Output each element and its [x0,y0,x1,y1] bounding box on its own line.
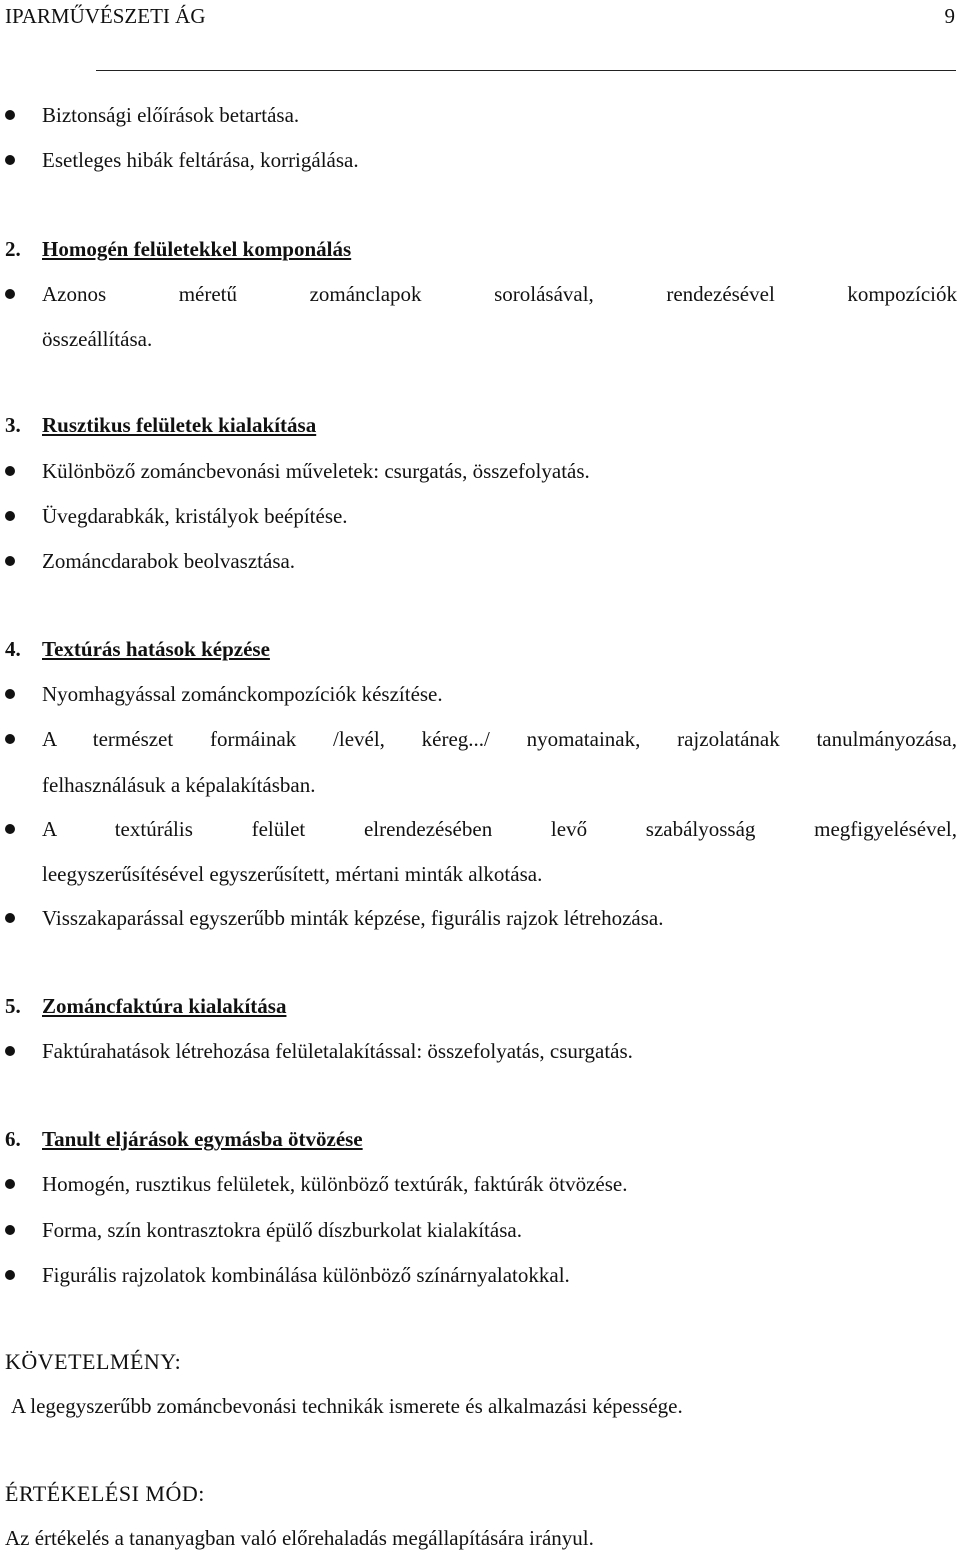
header-title: IPARMŰVÉSZETI ÁG [5,4,206,28]
bullet-icon [5,511,15,521]
list-item: Üvegdarabkák, kristályok beépítése. [42,504,348,528]
section-number: 6. [5,1127,21,1151]
bullet-icon [5,466,15,476]
bullet-icon [5,1046,15,1056]
list-item: Biztonsági előírások betartása. [42,103,300,127]
list-item: Különböző zománcbevonási műveletek: csurgatás, összefolyatás. [42,459,590,483]
evaluation-title: ÉRTÉKELÉSI MÓD: [5,1481,205,1506]
page-header [5,2,955,30]
bullet-icon [5,689,15,699]
bullet-icon [5,734,15,744]
list-item-continuation: leegyszerűsítésével egyszerűsített, mértani minták alkotása. [42,862,543,886]
bullet-icon [5,289,15,299]
requirement-title: KÖVETELMÉNY: [5,1349,182,1374]
evaluation-text: Az értékelés a tananyagban való előrehaladás megállapítására irányul. [5,1526,594,1550]
list-item: Figurális rajzolatok kombinálása különböző színárnyalatokkal. [42,1263,570,1287]
list-item: Zománcdarabok beolvasztása. [42,549,296,573]
list-item: Visszakaparással egyszerűbb minták képzése, figurális rajzok létrehozása. [42,906,664,930]
bullet-icon [5,1270,15,1280]
section-title: Tanult eljárások egymásba ötvözése [42,1127,363,1151]
list-item: Azonos méretű zománclapok sorolásával, rendezésével kompozíciók [42,282,957,306]
section-number: 5. [5,994,21,1018]
section-title: Homogén felületekkel komponálás [42,237,352,261]
list-item-continuation: összeállítása. [42,327,153,351]
bullet-icon [5,1225,15,1235]
requirement-text: A legegyszerűbb zománcbevonási technikák ismerete és alkalmazási képessége. [11,1394,683,1418]
bullet-icon [5,1179,15,1189]
list-item: Forma, szín kontrasztokra épülő díszburkolat kialakítása. [42,1218,522,1242]
list-item: A textúrális felület elrendezésében levő szabályosság megfigyelésével, [42,817,957,841]
bullet-icon [5,155,15,165]
section-number: 2. [5,237,21,261]
page-number: 9 [944,4,955,28]
section-number: 3. [5,413,21,437]
section-title: Zománcfaktúra kialakítása [42,994,287,1018]
header-rule [96,70,956,71]
section-title: Textúrás hatások képzése [42,637,270,661]
section-title: Rusztikus felületek kialakítása [42,413,317,437]
list-item: Homogén, rusztikus felületek, különböző textúrák, faktúrák ötvözése. [42,1172,628,1196]
bullet-icon [5,824,15,834]
bullet-icon [5,556,15,566]
bullet-icon [5,110,15,120]
list-item: A természet formáinak /levél, kéreg.../ nyomatainak, rajzolatának tanulmányozása, [42,727,957,751]
list-item: Faktúrahatások létrehozása felületalakítással: összefolyatás, csurgatás. [42,1039,633,1063]
list-item: Nyomhagyással zománckompozíciók készítése. [42,682,443,706]
list-item-continuation: felhasználásuk a képalakításban. [42,773,316,797]
bullet-icon [5,913,15,923]
list-item: Esetleges hibák feltárása, korrigálása. [42,148,359,172]
section-number: 4. [5,637,21,661]
